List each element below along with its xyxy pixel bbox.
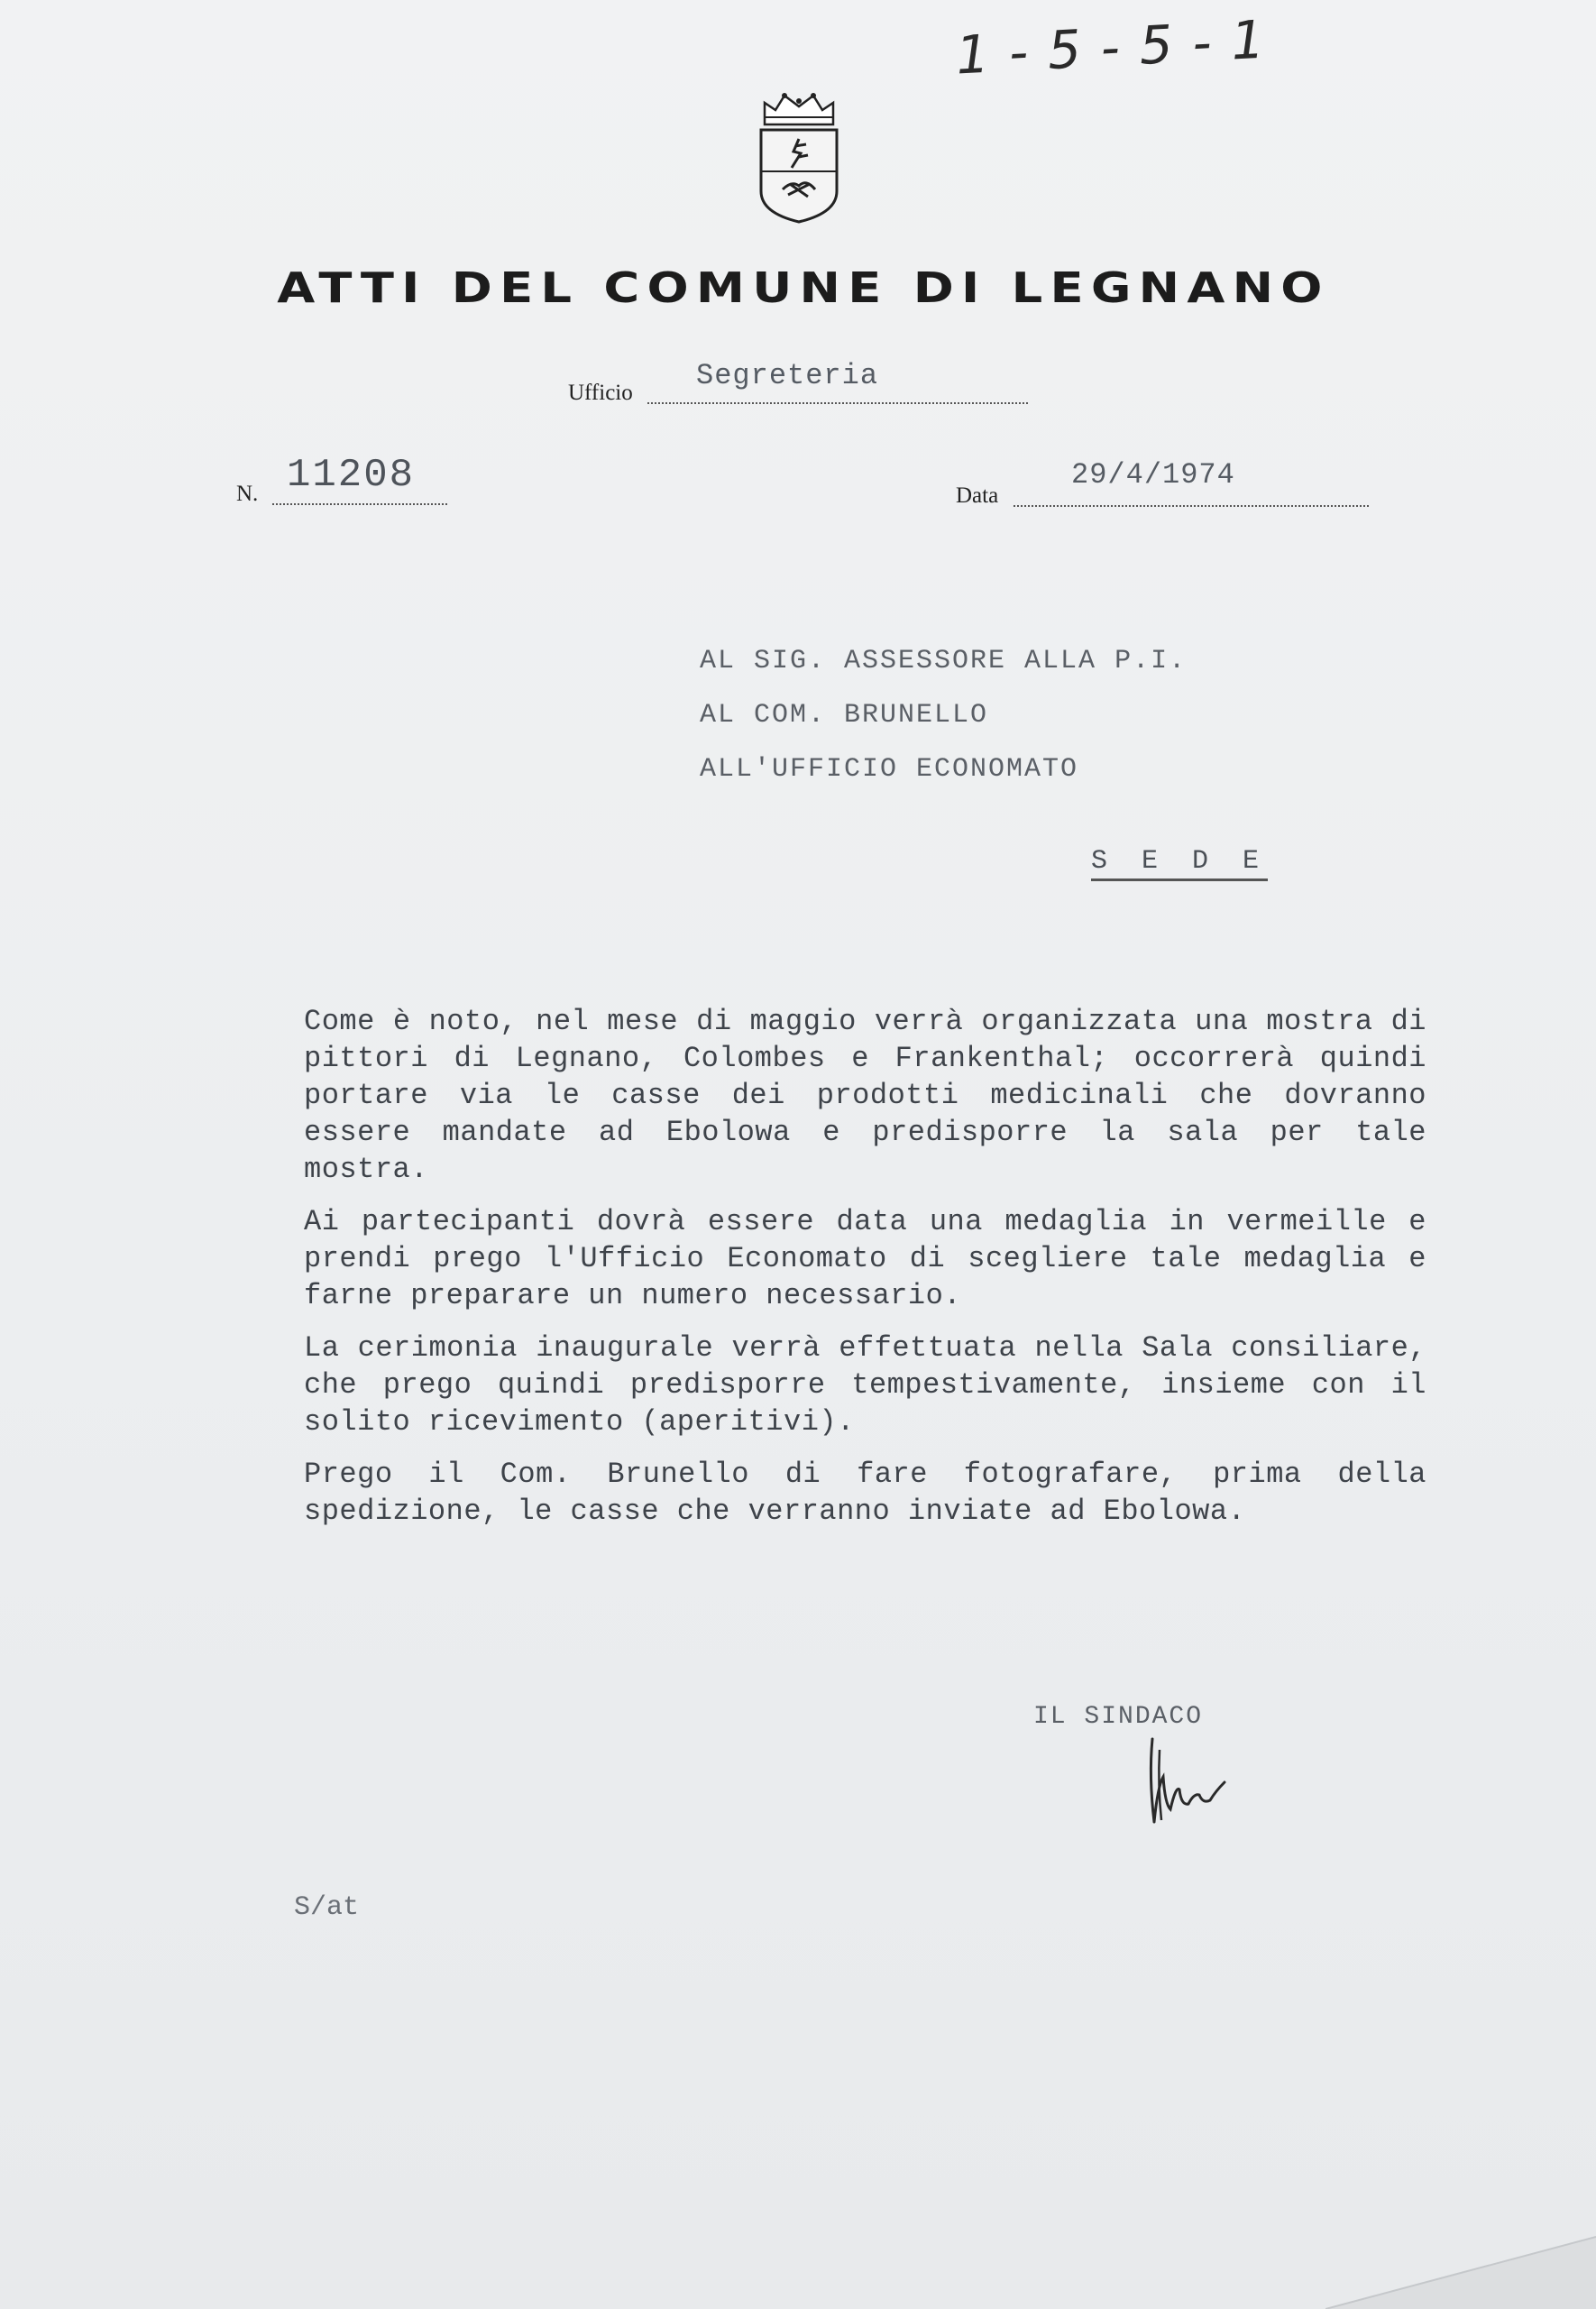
number-dotted-line — [272, 503, 447, 505]
paragraph-4: Prego il Com. Brunello di fare fotografare, prima della spedizione, le casse che verranno inviate ad Ebolowa. — [304, 1458, 1426, 1528]
legnano-coat-of-arms-emblem — [756, 90, 842, 225]
paragraph-2: Ai partecipanti dovrà essere data una medaglia in vermeille e prendi prego l'Ufficio Economato di scegliere tale medaglia e farne preparare un numero necessario. — [304, 1205, 1426, 1312]
paragraph-1: Come è noto, nel mese di maggio verrà organizzata una mostra di pittori di Legnano, Colombes e Frankenthal; occorrerà quindi portare via le casse dei prodotti medicinali che dovranno essere mandate ad Ebolowa e predisporre la sala per tale mostra. — [304, 1005, 1426, 1186]
office-label: Ufficio — [568, 381, 633, 405]
handwritten-archive-number: 1-5-5-1 — [954, 7, 1286, 87]
office-value: Segreteria — [696, 359, 879, 392]
page-corner-fold — [1325, 2228, 1596, 2309]
recipient-location: S E D E — [1091, 846, 1268, 881]
recipient-line-1: AL SIG. ASSESSORE ALLA P.I. — [700, 646, 1188, 676]
number-label: N. — [236, 482, 259, 506]
letter-body — [304, 1003, 1426, 1545]
paragraph-3: La cerimonia inaugurale verrà effettuata nella Sala consiliare, che prego quindi predisporre tempestivamente, insieme con il solito ricevimento (aperitivi). — [304, 1331, 1426, 1439]
recipient-line-3: ALL'UFFICIO ECONOMATO — [700, 754, 1079, 785]
typist-reference: S/at — [294, 1892, 360, 1923]
recipient-line-2: AL COM. BRUNELLO — [700, 700, 989, 731]
handwritten-signature — [1127, 1723, 1235, 1831]
municipality-heading: ATTI DEL COMUNE DI LEGNANO — [277, 263, 1330, 312]
office-dotted-line — [647, 402, 1028, 404]
signatory-title: IL SINDACO — [1033, 1703, 1204, 1731]
date-value: 29/4/1974 — [1071, 458, 1235, 492]
date-label: Data — [956, 483, 999, 508]
date-dotted-line — [1014, 505, 1369, 507]
protocol-number: 11208 — [287, 453, 416, 498]
